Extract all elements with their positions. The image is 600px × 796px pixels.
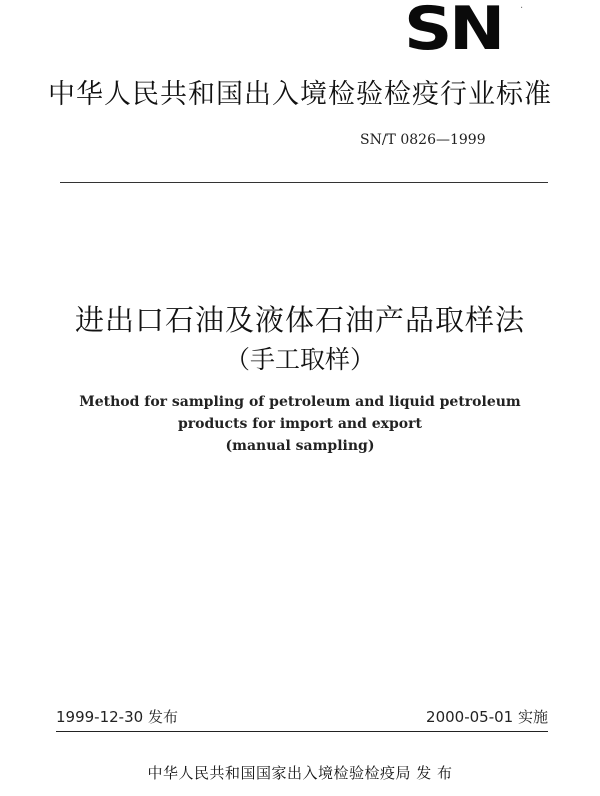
header-divider [60, 182, 548, 183]
implementation-date: 2000-05-01 实施 [426, 708, 548, 726]
title-chinese: 进出口石油及液体石油产品取样法 [74, 303, 525, 337]
subtitle-chinese: （手工取样） [224, 345, 375, 374]
issue-date: 1999-12-30 发布 [56, 708, 178, 726]
sn-logo: SN [404, 0, 502, 64]
title-english-line-3: (manual sampling) [225, 438, 375, 454]
publisher: 中华人民共和国国家出入境检验检疫局 发 布 [147, 764, 453, 782]
title-english-line-2: products for import and export [178, 416, 422, 432]
title-english-line-1: Method for sampling of petroleum and liquid petroleum [79, 394, 521, 410]
corner-mark: · [520, 3, 524, 14]
issuing-authority-header: 中华人民共和国出入境检验检疫行业标准 [48, 79, 552, 110]
footer-divider [56, 731, 548, 732]
standard-number: SN/T 0826—1999 [360, 132, 486, 148]
